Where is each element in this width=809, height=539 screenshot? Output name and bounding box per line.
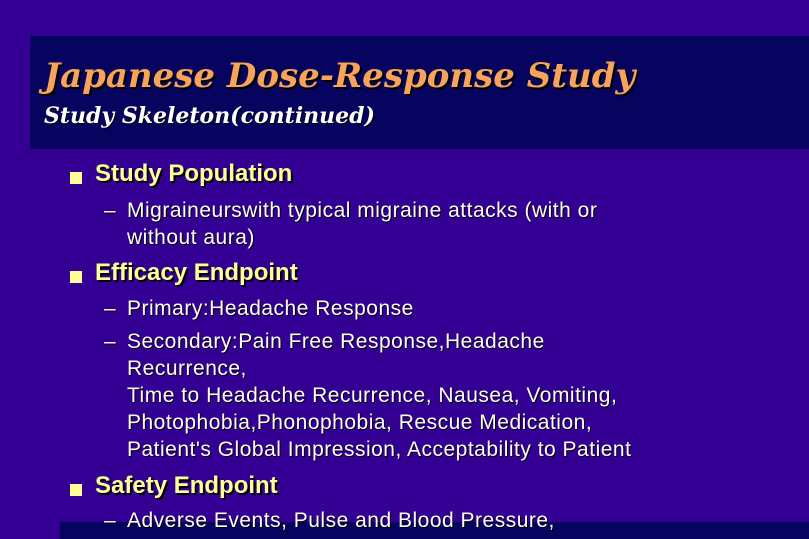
square-bullet-icon bbox=[70, 271, 82, 283]
bullet-item-adverse-events bbox=[127, 507, 555, 534]
square-bullet-icon bbox=[70, 484, 82, 496]
dash-marker: – bbox=[104, 509, 116, 532]
dash-marker: – bbox=[104, 330, 116, 353]
item-line: Adverse Events, Pulse and Blood Pressure, bbox=[127, 509, 555, 532]
slide-subtitle: Study Skeleton(continued) bbox=[44, 103, 375, 129]
section-heading-study-population: Study Population bbox=[95, 160, 293, 187]
item-line: Photophobia,Phonophobia, Rescue Medication, bbox=[127, 411, 593, 434]
item-line: Primary:Headache Response bbox=[127, 297, 414, 320]
dash-marker: – bbox=[104, 297, 116, 320]
item-line: Recurrence, bbox=[127, 357, 247, 380]
item-line: Patient's Global Impression, Acceptability to Patient bbox=[127, 438, 632, 461]
item-line: without aura) bbox=[127, 226, 255, 249]
slide-title: Japanese Dose-Response Study bbox=[44, 56, 636, 96]
dash-marker: – bbox=[104, 199, 116, 222]
section-heading-safety-endpoint: Safety Endpoint bbox=[95, 472, 278, 499]
item-line: Time to Headache Recurrence, Nausea, Vomiting, bbox=[127, 384, 618, 407]
section-heading-efficacy-endpoint: Efficacy Endpoint bbox=[95, 259, 298, 286]
item-line: Secondary:Pain Free Response,Headache bbox=[127, 330, 545, 353]
bullet-item-primary bbox=[127, 295, 414, 322]
square-bullet-icon bbox=[70, 172, 82, 184]
bullet-item-secondary bbox=[127, 328, 631, 463]
item-line: Migraineurswith typical migraine attacks (with or bbox=[127, 199, 598, 222]
bullet-item-migraineurs bbox=[127, 197, 597, 251]
